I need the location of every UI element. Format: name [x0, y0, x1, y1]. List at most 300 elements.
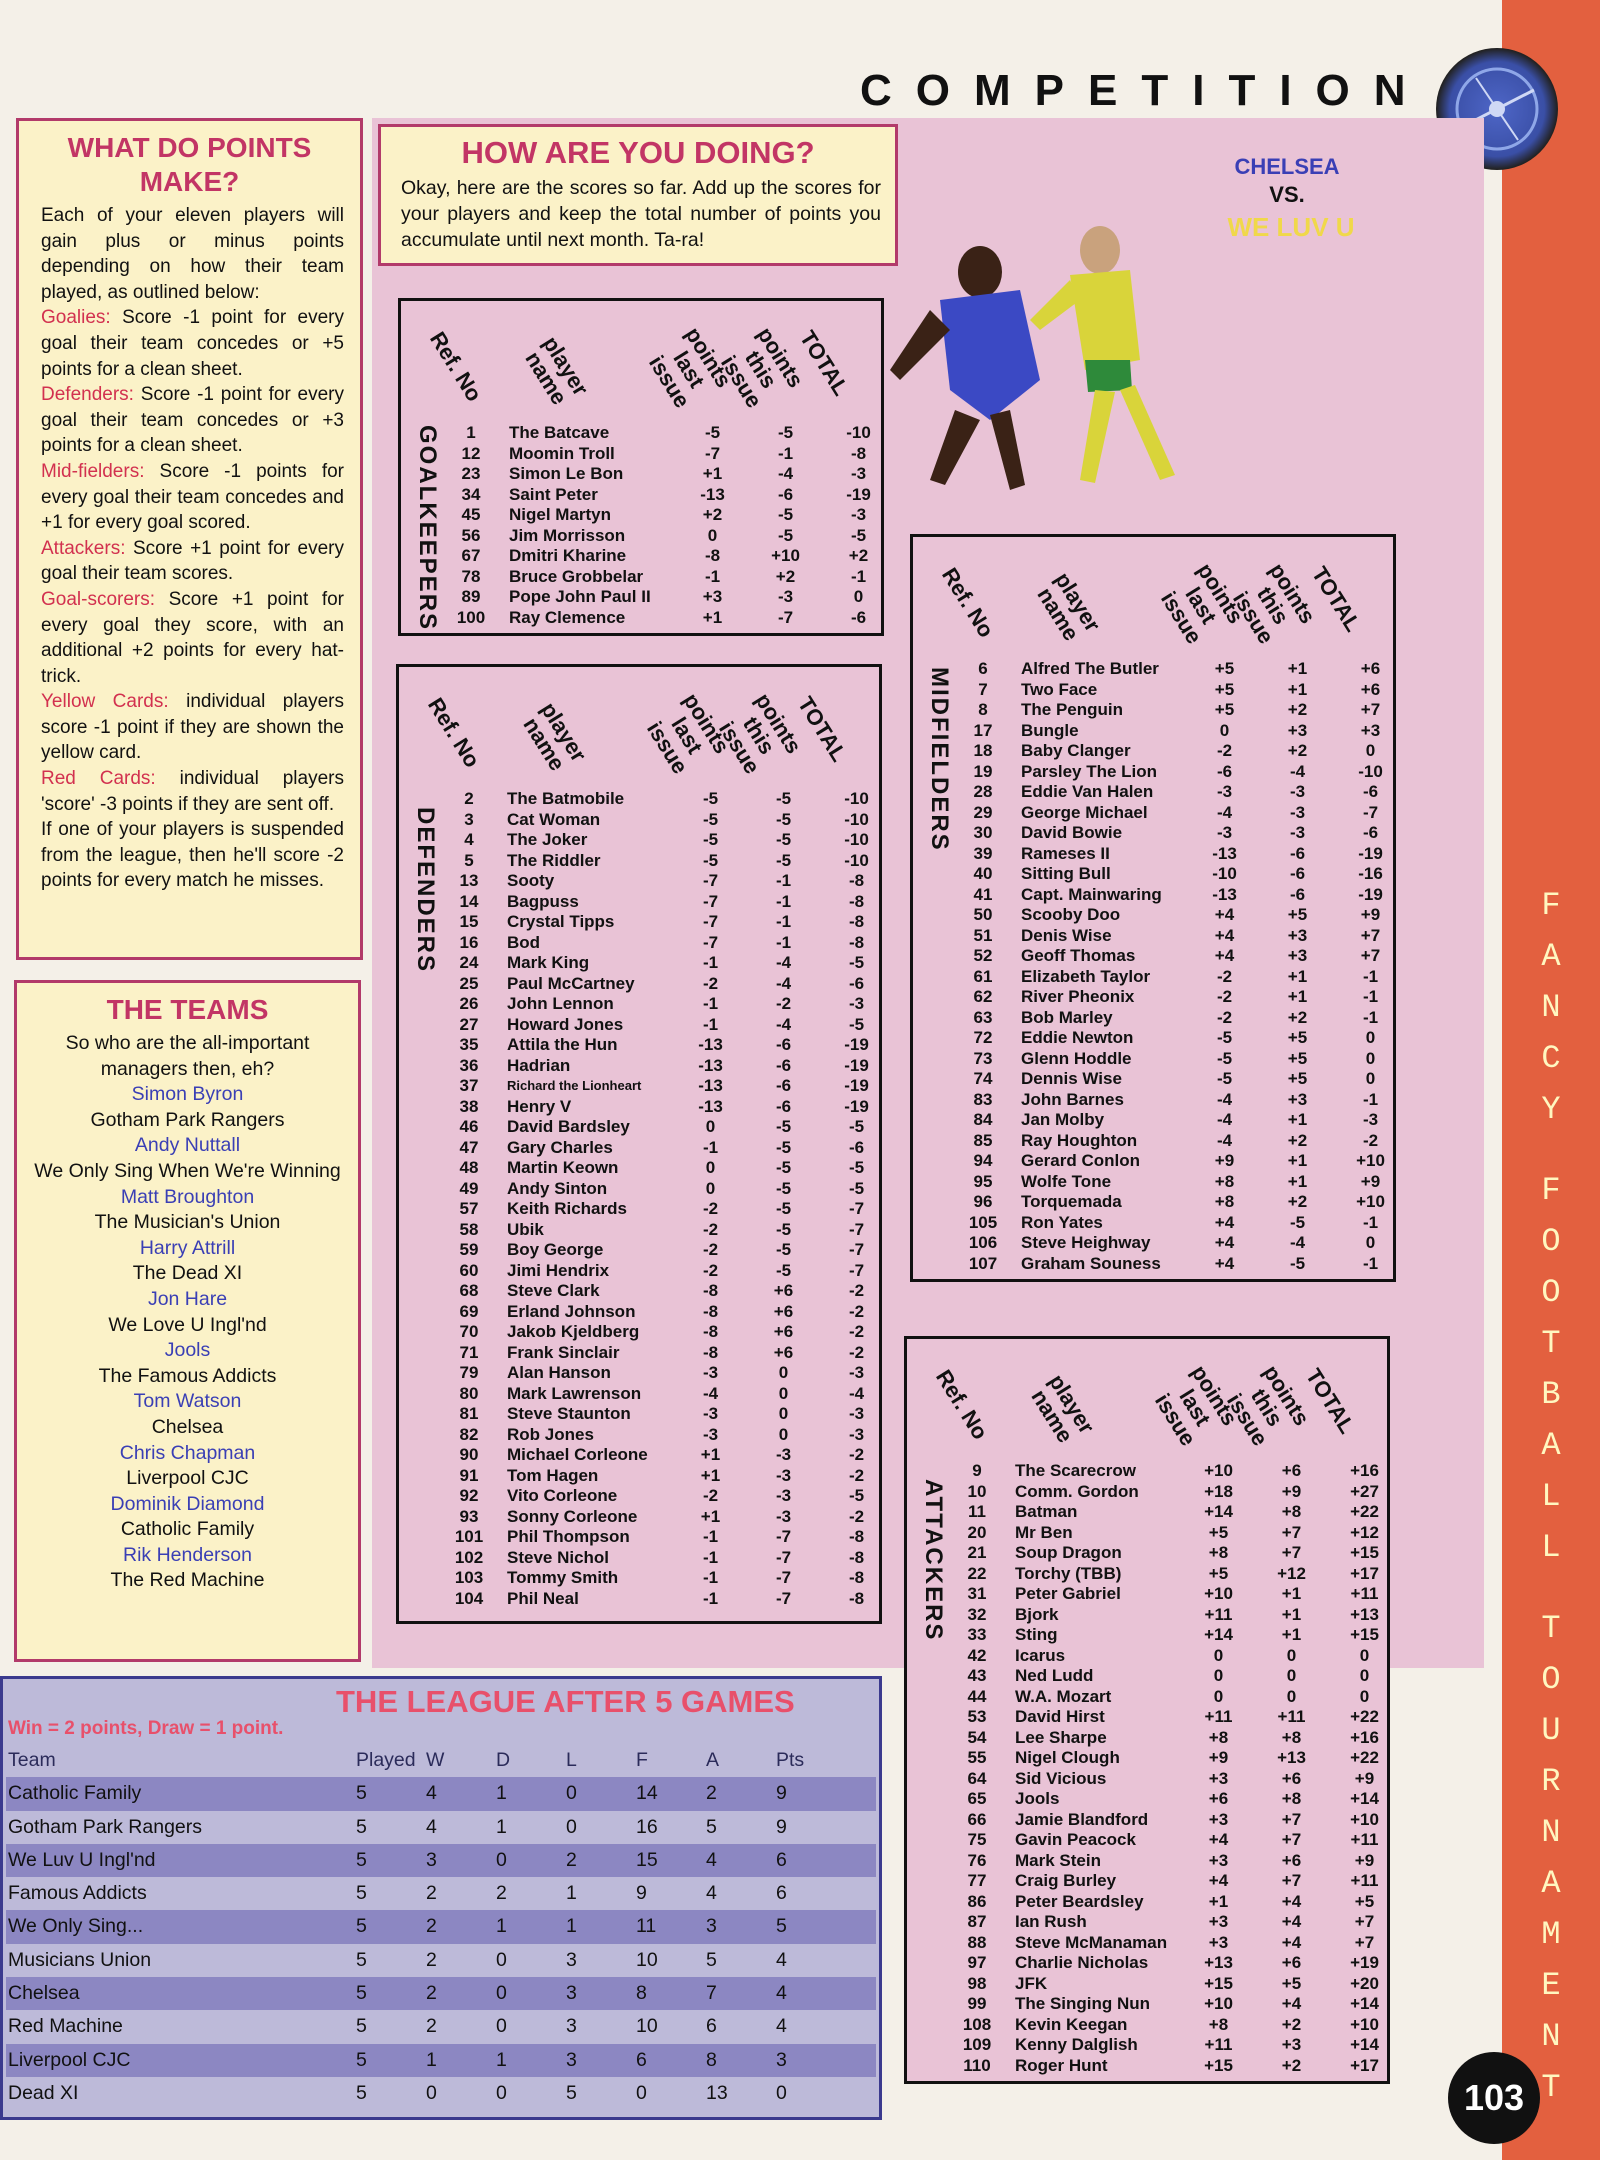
- player-name: Sid Vicious: [1015, 1768, 1107, 1788]
- total-points: -7: [848, 1240, 865, 1259]
- player-name: Gerard Conlon: [1021, 1151, 1141, 1170]
- player-name: Jakob Kjeldberg: [507, 1322, 640, 1341]
- table-row: [441, 608, 895, 629]
- points-last-issue: -13: [1212, 884, 1237, 904]
- points-last-issue: +11: [1204, 1707, 1233, 1726]
- player-name: Pope John Paul II: [509, 587, 651, 606]
- table-row: [439, 830, 893, 851]
- points-last-issue: -2: [702, 1219, 719, 1239]
- table-row: [953, 782, 1407, 803]
- table-row: [953, 905, 1407, 926]
- player-name: Moomin Troll: [509, 443, 615, 463]
- table-row: [947, 1482, 1401, 1503]
- league-header-cell: Pts: [776, 1749, 805, 1771]
- player-name: Keith Richards: [507, 1199, 627, 1218]
- points-last-issue: -2: [702, 1199, 719, 1218]
- points-last-issue: -5: [702, 830, 719, 849]
- table-row: [439, 1138, 893, 1159]
- player-name: Baby Clanger: [1021, 741, 1131, 760]
- ref-no: 51: [973, 925, 993, 945]
- total-points: +22: [1350, 1502, 1379, 1521]
- goalkeepers-label: GOALKEEPERS: [414, 425, 441, 632]
- ref-no: 28: [973, 782, 993, 801]
- player-name: Michael Corleone: [507, 1445, 648, 1464]
- player-name: Ned Ludd: [1015, 1666, 1094, 1685]
- team-manager: Simon Byron: [131, 1083, 244, 1106]
- ref-no: 45: [461, 505, 481, 524]
- league-stat: 5: [356, 1782, 367, 1805]
- player-name: River Pheonix: [1021, 987, 1135, 1006]
- total-points: +17: [1350, 2055, 1379, 2075]
- player-name: Lee Sharpe: [1015, 1727, 1107, 1747]
- total-points: -8: [848, 1547, 865, 1567]
- points-this-issue: -5: [775, 1117, 792, 1136]
- points-last-issue: -1: [702, 1588, 719, 1608]
- league-stat: 1: [496, 1815, 507, 1838]
- points-last-issue: +14: [1204, 1625, 1233, 1644]
- table-row: [439, 1035, 893, 1056]
- points-this-issue: +6: [1281, 1461, 1302, 1480]
- ref-no: 85: [973, 1130, 993, 1150]
- total-points: -1: [1362, 1253, 1379, 1273]
- league-stat: 1: [496, 1915, 507, 1938]
- side-strip-word: [1512, 880, 1590, 1135]
- team-name: The Musician's Union: [94, 1211, 281, 1234]
- points-this-issue: +4: [1281, 1932, 1302, 1952]
- table-row: [953, 1254, 1407, 1275]
- points-last-issue: -2: [702, 1486, 719, 1505]
- total-points: +10: [1350, 2014, 1379, 2034]
- table-row: [947, 1974, 1401, 1995]
- ref-no: 9: [972, 1461, 982, 1480]
- total-points: -19: [1358, 843, 1383, 863]
- league-stat: 10: [636, 1948, 658, 1971]
- total-points: -2: [848, 1506, 865, 1526]
- points-last-issue: -1: [702, 1137, 719, 1157]
- points-this-issue: +4: [1281, 1891, 1302, 1911]
- points-last-issue: -1: [702, 1014, 719, 1034]
- points-last-issue: -8: [702, 1342, 719, 1362]
- table-row: [953, 1213, 1407, 1234]
- table-row: [947, 1666, 1401, 1687]
- table-row: [953, 680, 1407, 701]
- points-this-issue: -3: [775, 1465, 792, 1485]
- points-rules-box: [16, 118, 363, 960]
- player-name: Mark King: [507, 953, 590, 972]
- league-team: Gotham Park Rangers: [8, 1815, 203, 1838]
- league-stat: 2: [426, 2015, 437, 2038]
- player-name: Dennis Wise: [1021, 1069, 1122, 1088]
- side-strip-word: [1512, 1165, 1590, 1573]
- table-row: [439, 1056, 893, 1077]
- league-stat: 2: [566, 1848, 577, 1871]
- total-points: -8: [848, 1527, 865, 1546]
- col-ref-header: Ref. No: [424, 327, 488, 406]
- ref-no: 33: [967, 1625, 987, 1644]
- ref-no: 3: [464, 809, 474, 829]
- player-name: The Singing Nun: [1015, 1994, 1151, 2013]
- points-last-issue: -13: [700, 484, 725, 504]
- player-name: Mark Lawrenson: [507, 1383, 642, 1403]
- table-row: [953, 864, 1407, 885]
- points-this-issue: 0: [778, 1404, 789, 1423]
- table-row: [947, 1728, 1401, 1749]
- table-row: [953, 1090, 1407, 1111]
- league-stat: 3: [566, 2015, 577, 2038]
- table-row: [947, 1769, 1401, 1790]
- points-rules-outro: If one of your players is suspended from the league, then he'll score -2 points for every match he misses.: [41, 819, 344, 892]
- points-last-issue: 0: [705, 1178, 716, 1198]
- team-name: The Famous Addicts: [98, 1364, 277, 1387]
- player-name: Jamie Blandford: [1015, 1809, 1149, 1829]
- points-rule: [41, 766, 344, 817]
- table-row: [439, 1076, 893, 1097]
- points-this-issue: +5: [1281, 1973, 1302, 1993]
- player-name: Nigel Clough: [1015, 1748, 1120, 1767]
- points-this-issue: -5: [777, 423, 794, 442]
- total-points: -7: [848, 1219, 865, 1239]
- defenders-rows: [439, 789, 893, 1609]
- total-points: -8: [848, 912, 865, 931]
- total-points: -7: [848, 1260, 865, 1280]
- team-manager: Rik Henderson: [123, 1543, 252, 1566]
- col-name-header: player name: [520, 331, 594, 410]
- points-last-issue: +11: [1204, 2035, 1233, 2054]
- points-this-issue: -5: [777, 505, 794, 524]
- player-name: Bruce Grobbelar: [509, 566, 644, 586]
- points-last-issue: -2: [1216, 987, 1233, 1006]
- total-points: +15: [1350, 1625, 1379, 1644]
- ref-no: 76: [967, 1850, 987, 1870]
- table-row: [947, 1810, 1401, 1831]
- points-this-issue: +7: [1281, 1871, 1302, 1890]
- table-row: [947, 2015, 1401, 2036]
- points-last-issue: -3: [1216, 823, 1233, 842]
- ref-no: 44: [967, 1686, 987, 1706]
- points-last-issue: +1: [702, 607, 723, 627]
- player-name: Comm. Gordon: [1015, 1481, 1139, 1501]
- table-row: [439, 1404, 893, 1425]
- points-this-issue: -5: [1289, 1212, 1306, 1232]
- total-points: +22: [1350, 1707, 1379, 1726]
- table-row: [953, 1008, 1407, 1029]
- ref-no: 64: [967, 1768, 987, 1788]
- table-row: [439, 1199, 893, 1220]
- points-this-issue: -4: [775, 953, 792, 972]
- league-stat: 5: [566, 2081, 577, 2104]
- points-rule: [41, 305, 344, 382]
- total-points: +19: [1350, 1953, 1379, 1972]
- ref-no: 75: [967, 1830, 987, 1849]
- ref-no: 99: [967, 1994, 987, 2013]
- points-this-issue: -4: [1289, 1233, 1306, 1252]
- points-this-issue: -3: [1289, 823, 1306, 842]
- league-stat: 5: [356, 1982, 367, 2005]
- ref-no: 102: [454, 1547, 484, 1567]
- total-points: +16: [1350, 1727, 1379, 1747]
- points-this-issue: +1: [1281, 1604, 1302, 1624]
- points-last-issue: -8: [702, 1322, 719, 1341]
- ref-no: 47: [459, 1137, 479, 1157]
- player-name: The Joker: [507, 830, 588, 849]
- table-row: [947, 1707, 1401, 1728]
- points-last-issue: -3: [702, 1363, 719, 1382]
- player-name: Andy Sinton: [507, 1178, 608, 1198]
- table-row: [439, 892, 893, 913]
- total-points: +11: [1350, 1584, 1379, 1603]
- league-stat: 0: [496, 2081, 507, 2104]
- total-points: +11: [1350, 1830, 1379, 1849]
- total-points: -5: [848, 953, 865, 972]
- points-this-issue: +11: [1277, 1707, 1306, 1726]
- team-name: Gotham Park Rangers: [90, 1108, 285, 1131]
- ref-no: 71: [459, 1342, 479, 1362]
- player-name: Gary Charles: [507, 1137, 613, 1157]
- ref-no: 74: [973, 1069, 993, 1088]
- ref-no: 94: [973, 1151, 993, 1170]
- league-stat: 13: [706, 2081, 728, 2104]
- total-points: -6: [848, 1137, 865, 1157]
- points-last-issue: +8: [1214, 1192, 1235, 1211]
- league-header-cell: Played: [356, 1749, 416, 1771]
- ref-no: 14: [459, 891, 479, 911]
- ref-no: 101: [454, 1527, 484, 1546]
- points-this-issue: 0: [778, 1363, 789, 1382]
- player-name: Alfred The Butler: [1021, 659, 1159, 678]
- points-this-issue: +13: [1277, 1748, 1306, 1767]
- points-last-issue: -5: [702, 809, 719, 829]
- points-last-issue: -6: [1216, 761, 1233, 781]
- total-points: +12: [1350, 1522, 1379, 1542]
- ref-no: 27: [459, 1014, 479, 1034]
- points-rule-text: Score -1 point for every goal their team concedes or +5 points for a clean sheet.: [41, 307, 344, 380]
- player-name: David Hirst: [1015, 1707, 1105, 1726]
- points-last-issue: +4: [1214, 905, 1235, 924]
- points-this-issue: 0: [778, 1383, 789, 1403]
- table-row: [439, 1568, 893, 1589]
- league-stat: 0: [636, 2081, 647, 2104]
- league-stat: 8: [706, 2048, 717, 2071]
- player-name: Dmitri Kharine: [509, 546, 627, 565]
- table-row: [439, 994, 893, 1015]
- defenders-label: DEFENDERS: [412, 807, 439, 974]
- league-stat: 6: [776, 1882, 787, 1905]
- side-strip-letter: B: [1541, 1376, 1561, 1413]
- side-strip-text: [1512, 880, 1590, 2143]
- table-row: [947, 1687, 1401, 1708]
- table-row: [947, 1789, 1401, 1810]
- total-points: -5: [848, 1486, 865, 1505]
- player-name: Attila the Hun: [507, 1035, 618, 1054]
- ref-no: 110: [963, 2055, 991, 2075]
- points-this-issue: -6: [777, 484, 794, 504]
- league-stat: 2: [496, 1882, 507, 1905]
- total-points: -19: [846, 484, 871, 504]
- points-this-issue: -4: [775, 1014, 792, 1034]
- ref-no: 93: [459, 1506, 479, 1526]
- points-last-issue: +4: [1214, 1253, 1235, 1273]
- points-last-issue: 0: [1219, 720, 1230, 740]
- player-name: Steve Nichol: [507, 1547, 610, 1567]
- ref-no: 11: [968, 1502, 986, 1521]
- ref-no: 60: [459, 1260, 479, 1280]
- total-points: -2: [848, 1322, 865, 1341]
- total-points: +6: [1360, 659, 1381, 678]
- points-last-issue: -4: [1216, 1089, 1233, 1109]
- points-this-issue: -6: [775, 1035, 792, 1054]
- points-this-issue: +3: [1287, 925, 1308, 945]
- player-name: Torquemada: [1021, 1192, 1122, 1211]
- side-strip-letter: N: [1541, 1814, 1561, 1851]
- ref-no: 37: [459, 1076, 479, 1095]
- points-this-issue: -1: [775, 891, 792, 911]
- table-row: [439, 1179, 893, 1200]
- player-name: Bungle: [1021, 720, 1079, 740]
- ref-no: 89: [461, 587, 481, 606]
- points-this-issue: -5: [775, 850, 792, 870]
- table-row: [947, 1543, 1401, 1564]
- total-points: +5: [1354, 1891, 1375, 1911]
- ref-no: 78: [461, 566, 481, 586]
- total-points: -10: [1358, 761, 1383, 781]
- ref-no: 25: [459, 973, 479, 993]
- points-last-issue: +8: [1208, 1727, 1229, 1747]
- league-stat: 9: [776, 1782, 787, 1805]
- ref-no: 29: [973, 802, 993, 822]
- points-last-issue: -1: [702, 994, 719, 1013]
- points-this-issue: -3: [777, 587, 794, 606]
- league-stat: 2: [426, 1915, 437, 1938]
- side-strip-letter: L: [1541, 1478, 1561, 1515]
- points-last-issue: +3: [1208, 1768, 1229, 1788]
- points-last-issue: +3: [1208, 1809, 1229, 1829]
- ref-no: 80: [459, 1383, 479, 1403]
- col-total-header: TOTAL: [794, 326, 854, 400]
- ref-no: 69: [459, 1301, 479, 1321]
- ref-no: 50: [973, 905, 993, 924]
- midfielders-label: MIDFIELDERS: [926, 667, 953, 852]
- table-row: [439, 1384, 893, 1405]
- total-points: -3: [848, 1424, 865, 1444]
- side-strip-letter: F: [1541, 1172, 1561, 1209]
- league-stat: 5: [356, 2048, 367, 2071]
- table-row: [439, 789, 893, 810]
- player-name: W.A. Mozart: [1015, 1686, 1112, 1706]
- team-name: The Dead XI: [132, 1262, 243, 1285]
- side-strip-letter: C: [1541, 1040, 1561, 1077]
- points-this-issue: +9: [1281, 1481, 1302, 1501]
- table-row: [439, 1486, 893, 1507]
- table-row: [441, 464, 895, 485]
- league-stat: 1: [426, 2048, 437, 2071]
- team-name: We Love U Ingl'nd: [108, 1313, 267, 1336]
- player-name: Tom Hagen: [507, 1465, 599, 1485]
- goalkeepers-table: [398, 298, 884, 636]
- league-stat: 1: [566, 1915, 577, 1938]
- table-row: [947, 1994, 1401, 2015]
- player-name: Ubik: [507, 1219, 544, 1239]
- player-name: Crystal Tipps: [507, 912, 615, 931]
- total-points: -6: [1362, 823, 1379, 842]
- points-this-issue: +6: [1281, 1768, 1302, 1788]
- total-points: -5: [848, 1014, 865, 1034]
- ref-no: 23: [461, 464, 481, 483]
- total-points: +14: [1350, 1789, 1379, 1808]
- ref-no: 34: [461, 484, 481, 504]
- total-points: +6: [1360, 679, 1381, 699]
- league-stat: 2: [706, 1782, 717, 1805]
- total-points: -2: [848, 1445, 865, 1464]
- team-name: We Only Sing When We're Winning: [34, 1159, 341, 1182]
- ref-no: 103: [454, 1568, 484, 1587]
- total-points: -2: [1362, 1130, 1379, 1150]
- league-stat: 5: [356, 1848, 367, 1871]
- ref-no: 5: [464, 850, 474, 870]
- side-strip-letter: A: [1541, 1865, 1561, 1902]
- player-name: Craig Burley: [1015, 1871, 1117, 1890]
- points-last-issue: +4: [1208, 1830, 1229, 1849]
- points-last-issue: +14: [1204, 1502, 1233, 1521]
- side-strip-letter: E: [1541, 1967, 1561, 2004]
- points-this-issue: +1: [1287, 679, 1308, 699]
- table-row: [953, 987, 1407, 1008]
- table-row: [947, 1933, 1401, 1954]
- points-rule-label: Goal-scorers:: [41, 588, 156, 610]
- total-points: -10: [844, 850, 869, 870]
- league-stat: 9: [636, 1882, 647, 1905]
- table-row: [953, 659, 1407, 680]
- side-strip-letter: T: [1541, 1610, 1561, 1647]
- points-last-issue: -3: [1216, 782, 1233, 801]
- points-this-issue: -6: [1289, 884, 1306, 904]
- player-name: Phil Neal: [507, 1588, 579, 1608]
- league-team: Catholic Family: [8, 1782, 142, 1805]
- league-table: [6, 1744, 876, 2110]
- points-this-issue: -7: [775, 1527, 792, 1546]
- points-last-issue: +3: [702, 587, 723, 606]
- league-stat: 4: [706, 1882, 717, 1905]
- points-last-issue: +5: [1214, 659, 1235, 678]
- total-points: -1: [1362, 1007, 1379, 1027]
- league-team: Musicians Union: [8, 1948, 152, 1971]
- ref-no: 41: [973, 884, 993, 904]
- player-name: Bjork: [1015, 1604, 1059, 1624]
- attackers-rows: [947, 1461, 1401, 2076]
- points-last-issue: 0: [1213, 1686, 1224, 1706]
- league-stat: 4: [426, 1815, 437, 1838]
- total-points: -3: [848, 1404, 865, 1423]
- ref-no: 108: [962, 2014, 992, 2034]
- table-row: [439, 1302, 893, 1323]
- points-last-issue: 0: [705, 1158, 716, 1177]
- total-points: +7: [1354, 1932, 1375, 1952]
- points-this-issue: 0: [1286, 1645, 1297, 1665]
- table-row: [947, 1625, 1401, 1646]
- team-manager: Dominik Diamond: [110, 1492, 265, 1515]
- ref-no: 106: [968, 1233, 998, 1252]
- ref-no: 15: [459, 912, 479, 931]
- player-name: Eddie Newton: [1021, 1028, 1134, 1047]
- points-last-issue: +9: [1208, 1748, 1229, 1767]
- points-this-issue: -5: [775, 789, 792, 808]
- league-row: [6, 2044, 876, 2077]
- points-this-issue: -1: [775, 871, 792, 890]
- total-points: +7: [1360, 700, 1381, 719]
- total-points: +7: [1360, 946, 1381, 965]
- match-vs: VS.: [1269, 182, 1305, 207]
- points-this-issue: +2: [1287, 700, 1308, 719]
- player-name: Ian Rush: [1015, 1912, 1087, 1931]
